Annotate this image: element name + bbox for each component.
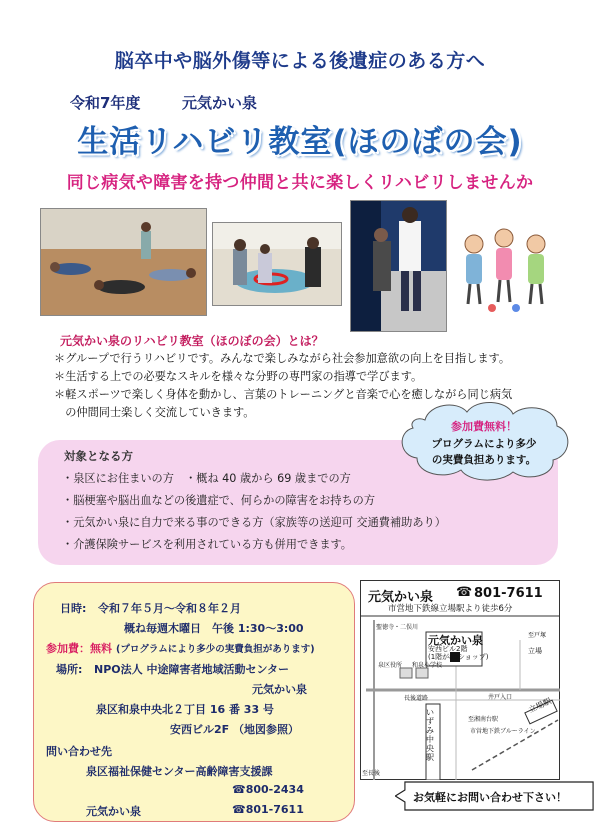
photo-table-game bbox=[212, 222, 342, 306]
map-label: 泉区役所 bbox=[378, 662, 403, 669]
photo-bus-boarding bbox=[350, 200, 447, 332]
about-heading: 元気かい泉のリハビリ教室（ほのぼの会）とは？ bbox=[60, 334, 324, 348]
contact2-tel[interactable]: ☎801-7611 bbox=[232, 803, 304, 816]
map-bldg-note: (1階がauショップ) bbox=[428, 653, 489, 661]
date-sub: 概ね毎週木曜日 午後 1:30～3:00 bbox=[124, 622, 304, 635]
intro-line: 脳卒中や脳外傷等による後遺症のある方へ bbox=[114, 50, 486, 72]
org-name: 元気かい泉 bbox=[182, 94, 258, 112]
map-bldg: 安西ビル2階 bbox=[428, 645, 468, 653]
map-title: 元気かい泉 bbox=[368, 590, 434, 605]
about-line: ＊グループで行うリハビリです。みんなで楽しみながら社会参加意欲の向上を目指します。 bbox=[54, 352, 511, 365]
free-line: の実費負担あります。 bbox=[431, 454, 537, 466]
phone-icon: ☎ bbox=[456, 585, 473, 600]
free-title: 参加費無料！ bbox=[451, 420, 517, 433]
map-station-tachiba: 立場駅 bbox=[527, 696, 553, 715]
target-item: ・脳梗塞や脳出血などの後遺症で、何らかの障害をお持ちの方 bbox=[62, 494, 376, 507]
target-item: ・泉区にお住まいの方 ・概ね 40 歳から 69 歳までの方 bbox=[62, 472, 351, 485]
fee-label: 参加費：無料 bbox=[46, 642, 112, 655]
map-label: 至戸塚 bbox=[528, 632, 547, 639]
map-label: 至長後 bbox=[362, 770, 381, 777]
target-item: ・介護保険サービスを利用されている方も併用できます。 bbox=[62, 538, 352, 551]
map-label: 和泉小学校 bbox=[412, 662, 443, 669]
fee-note: (プログラムにより多少の実費負担があります) bbox=[116, 644, 315, 655]
map-tel[interactable]: 801-7611 bbox=[474, 586, 543, 601]
map-place: 元気かい泉 bbox=[428, 634, 483, 647]
fiscal-year: 令和7年度 bbox=[70, 94, 141, 112]
free-line: プログラムにより多少 bbox=[431, 438, 537, 450]
contact1-tel[interactable]: ☎800-2434 bbox=[232, 783, 304, 796]
place-label: 場所: bbox=[56, 663, 83, 676]
contact-callout-text: お気軽にお問い合わせ下さい！ bbox=[413, 791, 567, 804]
map-label: 立場 bbox=[528, 647, 542, 655]
contact-label: 問い合わせ先 bbox=[46, 745, 112, 758]
access-map bbox=[360, 580, 560, 780]
building: 安西ビル2F （地図参照） bbox=[170, 723, 299, 736]
about-line: ＊軽スポーツで楽しく身体を動かし、言葉のトレーニングと音楽で心を癒しながら同じ病気 bbox=[54, 388, 513, 401]
map-label: 聖徳寺・二俣川 bbox=[376, 624, 419, 631]
date-label: 日時: bbox=[60, 602, 87, 615]
place-name: 元気かい泉 bbox=[252, 683, 307, 696]
address: 泉区和泉中央北２丁目 16 番 33 号 bbox=[96, 703, 274, 716]
main-title: 生活リハビリ教室(ほのぼの会) bbox=[77, 124, 523, 160]
contact-callout bbox=[395, 778, 595, 814]
map-station-izumichuo: いずみ中央駅 bbox=[426, 708, 434, 762]
map-label: 市営地下鉄ブルーライン bbox=[470, 728, 536, 735]
about-line: ＊生活する上での必要なスキルを様々な分野の専門家の指導で学びます。 bbox=[54, 370, 423, 383]
free-fee-cloud bbox=[395, 398, 573, 482]
target-heading: 対象となる方 bbox=[64, 449, 133, 463]
illustration-seniors bbox=[452, 214, 554, 314]
place-value: NPO法人 中途障害者地域活動センター bbox=[94, 663, 290, 676]
map-label: 井戸入口 bbox=[488, 694, 513, 701]
photo-group-exercise bbox=[40, 208, 207, 316]
map-label: 至湘南台駅 bbox=[468, 716, 499, 723]
map-label: 長後道路 bbox=[404, 695, 429, 702]
contact1-name: 泉区福祉保健センター高齢障害支援課 bbox=[86, 765, 273, 778]
map-access: 市営地下鉄線立場駅より徒歩6分 bbox=[388, 604, 513, 614]
date-value: 令和７年５月～令和８年２月 bbox=[98, 602, 241, 615]
about-line: の仲間同士楽しく交流していきます。 bbox=[54, 406, 255, 419]
contact2-name: 元気かい泉 bbox=[86, 805, 141, 818]
subtitle: 同じ病気や障害を持つ仲間と共に楽しくリハビリしませんか bbox=[66, 173, 534, 193]
target-item: ・元気かい泉に自力で来る事のできる方（家族等の送迎可 交通費補助あり） bbox=[62, 516, 446, 529]
